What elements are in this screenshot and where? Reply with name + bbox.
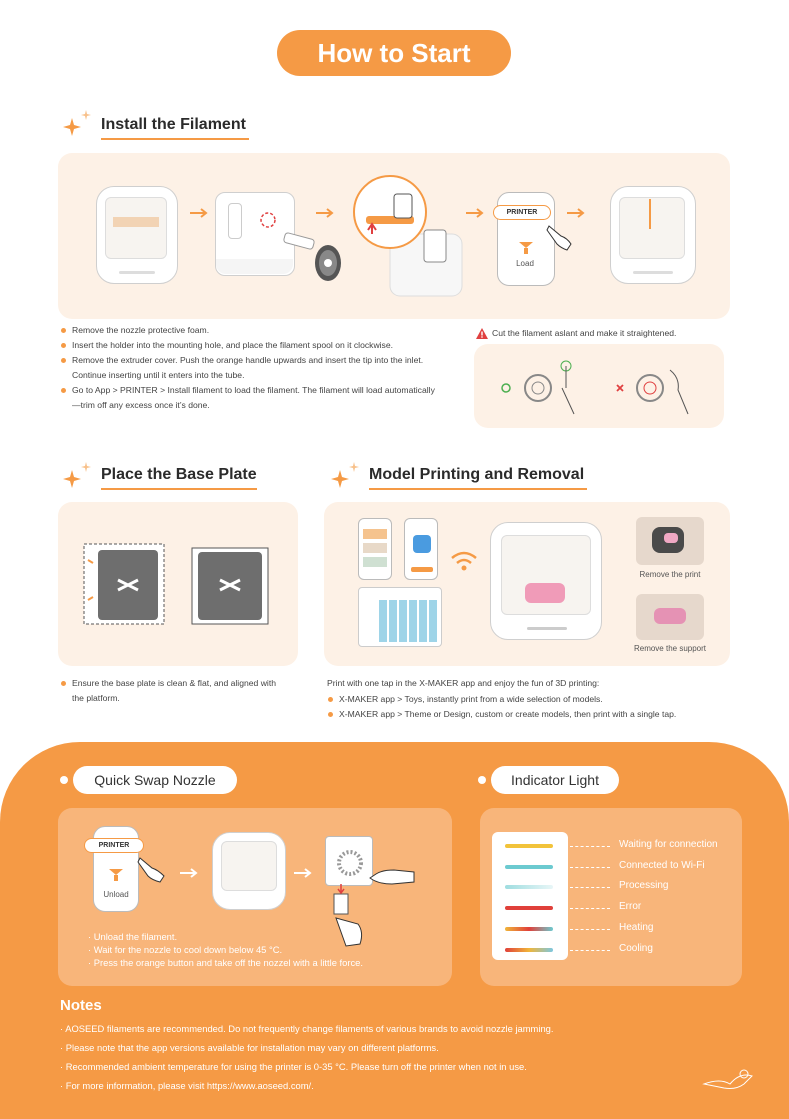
- list-item: Remove the nozzle protective foam.: [60, 323, 440, 338]
- printer-logo-icon: [515, 236, 537, 258]
- indicator-leader-line: [570, 929, 610, 930]
- wifi-icon: [450, 550, 478, 572]
- bullet-dot: [478, 776, 486, 784]
- printer-illustration: [212, 832, 286, 910]
- unload-button[interactable]: Unload: [103, 890, 129, 899]
- remove-support-photo: [636, 594, 704, 640]
- remove-print-photo: [636, 517, 704, 565]
- sparkle-icon: [60, 108, 100, 142]
- printer-app-tab[interactable]: PRINTER: [84, 838, 144, 853]
- sparkle-icon: [60, 460, 100, 494]
- app-screen-toys: [358, 518, 392, 580]
- model-printing-heading-underline: [369, 488, 587, 490]
- list-item: · AOSEED filaments are recommended. Do not frequently change filaments of various brands to avoid nozzle jamming.: [60, 1023, 554, 1034]
- nozzle-foam: [113, 217, 159, 227]
- nozzle-illustration: [325, 836, 373, 886]
- list-item: Ensure the base plate is clean & flat, and aligned with the platform.: [60, 676, 290, 706]
- notes-list: [60, 1019, 740, 1095]
- hand-tap-icon: [136, 854, 170, 884]
- indicator-light-bar: [505, 885, 553, 889]
- indicator-light-label: Waiting for connection: [619, 839, 718, 850]
- indicator-heading: Indicator Light: [491, 766, 619, 794]
- list-item: · Press the orange button and take off the nozzel with a little force.: [88, 957, 363, 968]
- install-heading-underline: [101, 138, 249, 140]
- printer-loaded-illustration: [610, 186, 696, 284]
- quick-swap-steps: [88, 930, 428, 969]
- list-item: X-MAKER app > Toys, instantly print from a wide selection of models.: [327, 692, 727, 707]
- printer-logo-icon: [106, 864, 126, 884]
- hand-icon: [368, 864, 416, 892]
- arrow-right-icon: [190, 208, 210, 218]
- indicator-light-label: Cooling: [619, 943, 653, 954]
- app-screen-model: [404, 518, 438, 580]
- list-item: X-MAKER app > Theme or Design, custom or create models, then print with a single tap.: [327, 707, 727, 722]
- list-item: · Unload the filament.: [88, 931, 178, 942]
- arrow-right-icon: [180, 868, 200, 878]
- printer-printing-illustration: [490, 522, 602, 640]
- indicator-card: [492, 832, 568, 960]
- indicator-light-label: Error: [619, 901, 642, 912]
- model-printing-intro: Print with one tap in the X-MAKER app and enjoy the fun of 3D printing:: [327, 678, 600, 688]
- list-item: Go to App > PRINTER > Install filament to load the filament. The filament will load automatically—trim off any excess once it’s done.: [60, 383, 440, 413]
- indicator-leader-line: [570, 867, 610, 868]
- list-item: · Please note that the app versions available for installation may vary on different platforms.: [60, 1042, 439, 1053]
- warning-text: Cut the filament aslant and make it straightened.: [492, 328, 677, 338]
- hand-tap-icon: [545, 222, 577, 252]
- arrow-right-icon: [466, 208, 486, 218]
- filament-cut-illustration: [494, 358, 704, 420]
- mascot-logo: [700, 1062, 756, 1092]
- printer-illustration: [96, 186, 178, 284]
- install-heading: Install the Filament: [101, 116, 246, 133]
- base-plate-illustration: [78, 540, 278, 630]
- printed-model: [525, 583, 565, 603]
- page-title: How to Start: [277, 30, 511, 76]
- remove-print-caption: Remove the print: [639, 570, 701, 579]
- bullet-dot: [60, 776, 68, 784]
- filament-spool-illustration: [258, 208, 348, 288]
- model-printing-heading: Model Printing and Removal: [369, 466, 585, 483]
- list-item: · For more information, please visit https://www.aoseed.com/.: [60, 1080, 314, 1091]
- list-item: · Recommended ambient temperature for using the printer is 0-35 °C. Please turn off the printer when not in use.: [60, 1061, 527, 1072]
- model-printing-list: [327, 692, 727, 722]
- list-item: Remove the extruder cover. Push the orange handle upwards and insert the tip into the inlet. Continue inserting until it enters into the tube.: [60, 353, 440, 383]
- install-steps-list: [60, 323, 440, 413]
- quick-swap-heading: Quick Swap Nozzle: [73, 766, 237, 794]
- indicator-light-bar: [505, 906, 553, 910]
- indicator-light-label: Connected to Wi-Fi: [619, 860, 705, 871]
- indicator-light-label: Processing: [619, 880, 669, 891]
- arrow-right-icon: [294, 868, 314, 878]
- indicator-light-label: Heating: [619, 922, 654, 933]
- indicator-light-bar: [505, 927, 553, 931]
- indicator-light-bar: [505, 865, 553, 869]
- base-plate-heading: Place the Base Plate: [101, 466, 257, 483]
- indicator-leader-line: [570, 950, 610, 951]
- indicator-light-bar: [505, 948, 553, 952]
- load-button[interactable]: Load: [516, 259, 534, 268]
- notes-heading: Notes: [60, 997, 102, 1014]
- base-plate-heading-underline: [101, 488, 257, 490]
- indicator-leader-line: [570, 846, 610, 847]
- warning-icon: [476, 328, 488, 339]
- printer-app-tab[interactable]: PRINTER: [493, 205, 551, 220]
- indicator-leader-line: [570, 908, 610, 909]
- remove-support-caption: Remove the support: [633, 644, 707, 653]
- indicator-light-bar: [505, 844, 553, 848]
- arrow-right-icon: [567, 208, 587, 218]
- list-item: Insert the holder into the mounting hole, and place the filament spool on it clockwise.: [60, 338, 440, 353]
- base-plate-notes: [60, 676, 290, 706]
- sparkle-icon: [328, 460, 368, 494]
- indicator-leader-line: [570, 887, 610, 888]
- tablet-app-screen: [358, 587, 442, 647]
- list-item: · Wait for the nozzle to cool down below 45 °C.: [88, 944, 283, 955]
- arrow-right-icon: [316, 208, 336, 218]
- extruder-illustration: [352, 174, 464, 298]
